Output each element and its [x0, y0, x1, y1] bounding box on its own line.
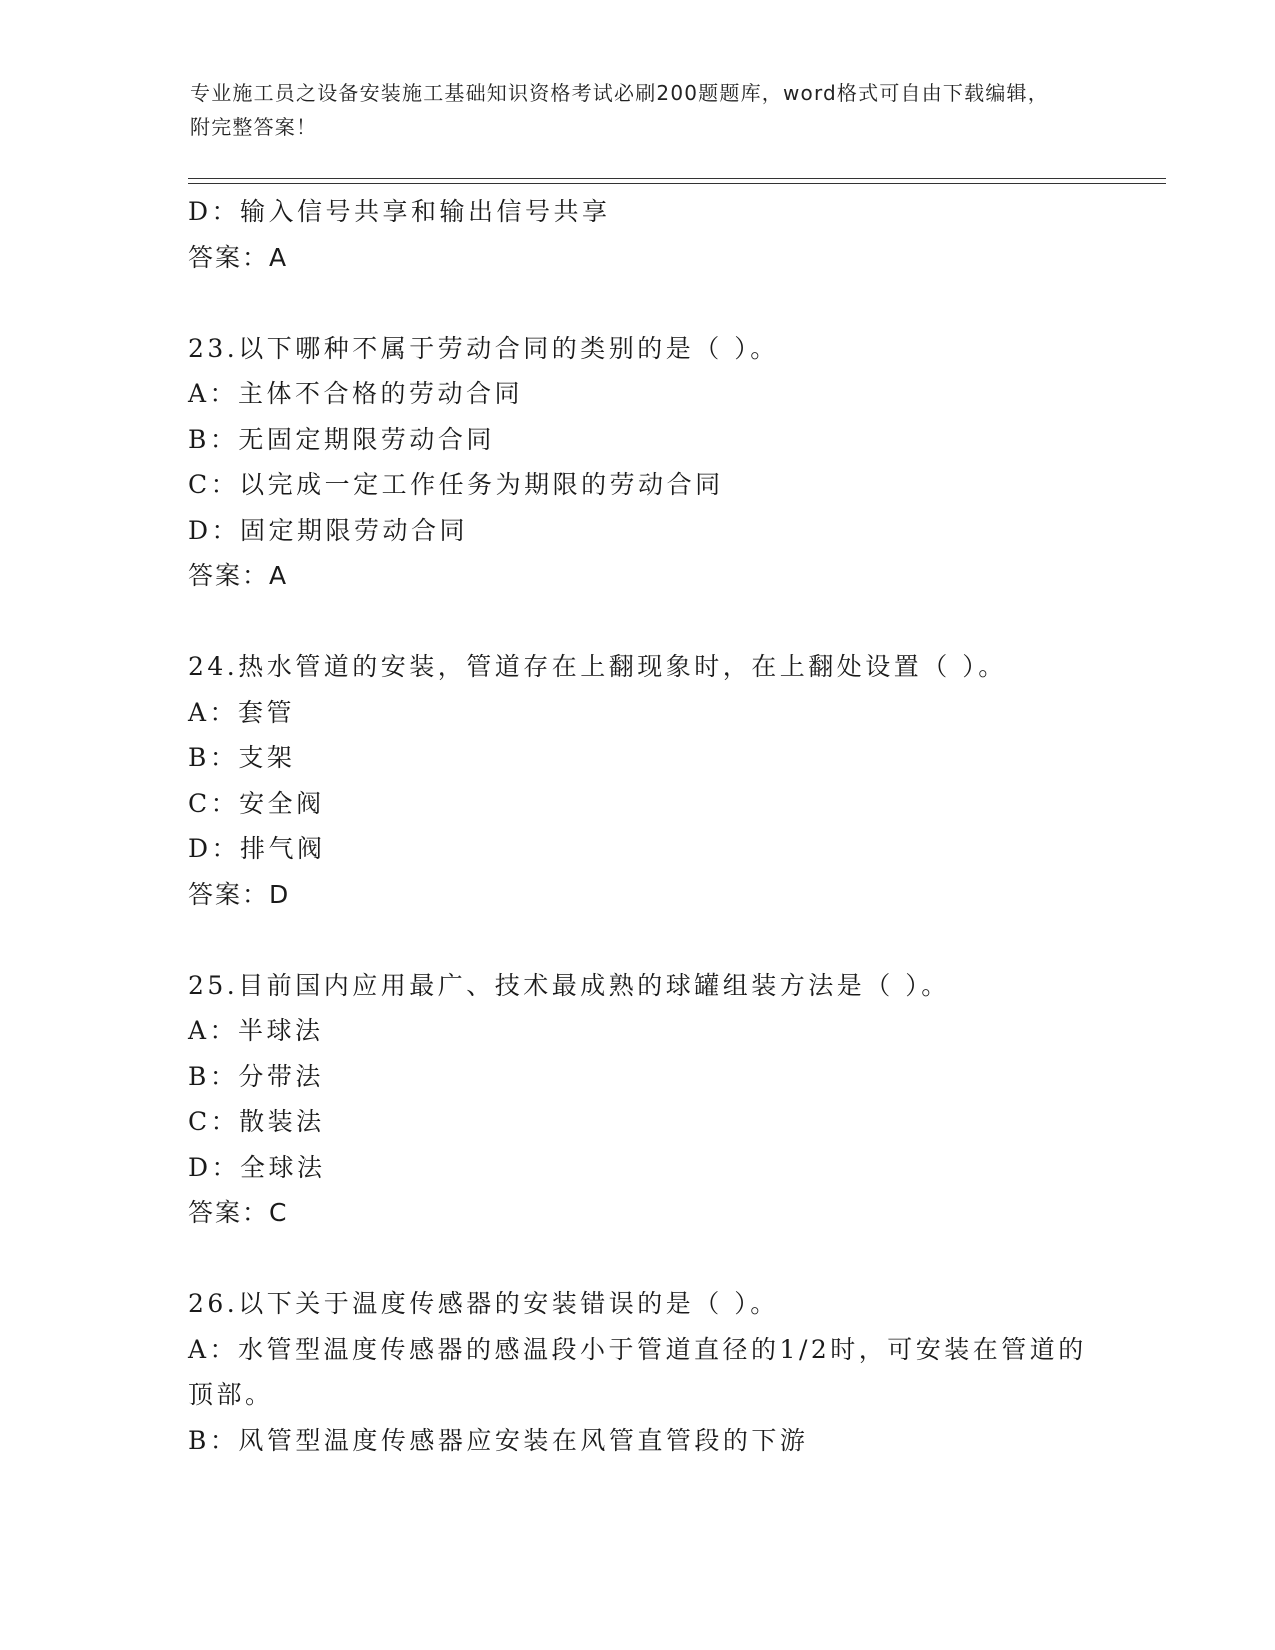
option-d: D：固定期限劳动合同: [188, 515, 469, 545]
option-b: B：支架: [188, 743, 296, 772]
question-23: [188, 326, 1088, 599]
option-b: B：无固定期限劳动合同: [188, 424, 495, 454]
question-26: [188, 1281, 1088, 1463]
option-a: A：水管型温度传感器的感温段小于管道直径的1/2时，可安装在管道的顶部。: [188, 1334, 1087, 1409]
header-divider-bottom: [188, 183, 1166, 184]
question-stem: 24.热水管道的安装，管道存在上翻现象时，在上翻处设置（ ）。: [188, 652, 1007, 681]
spacer: [188, 1236, 1088, 1282]
spacer: [188, 917, 1088, 963]
option-a: A：半球法: [188, 1016, 324, 1045]
option-b: B：风管型温度传感器应安装在风管直管段的下游: [188, 1425, 809, 1455]
question-24: [188, 644, 1088, 917]
document-title: 专业施工员之设备安装施工基础知识资格考试必刷200题题库，word格式可自由下载编辑，附完整答案！: [190, 81, 1049, 139]
option-c: C：散装法: [188, 1107, 325, 1136]
spacer: [188, 280, 1088, 326]
option-c: C：以完成一定工作任务为期限的劳动合同: [188, 470, 724, 499]
option-d: D：输入信号共享和输出信号共享: [188, 197, 611, 226]
option-d: D：全球法: [188, 1152, 326, 1182]
answer: 答案：D: [188, 879, 291, 909]
question-stem: 23.以下哪种不属于劳动合同的类别的是（ ）。: [188, 333, 779, 363]
question-stem: 25.目前国内应用最广、技术最成熟的球罐组装方法是（ ）。: [188, 970, 950, 1000]
option-b: B：分带法: [188, 1061, 324, 1091]
option-a: A：套管: [188, 697, 296, 727]
answer: 答案：A: [188, 242, 289, 272]
option-a: A：主体不合格的劳动合同: [188, 379, 524, 408]
header-divider-top: [188, 178, 1166, 179]
answer: 答案：C: [188, 1198, 289, 1227]
question-stem: 26.以下关于温度传感器的安装错误的是（ ）。: [188, 1289, 779, 1318]
spacer: [188, 599, 1088, 645]
document-header: [190, 76, 1070, 144]
question-25: [188, 963, 1088, 1236]
option-d: D：排气阀: [188, 834, 326, 863]
answer: 答案：A: [188, 561, 289, 590]
question-content: [188, 189, 1088, 1463]
option-c: C：安全阀: [188, 788, 325, 818]
